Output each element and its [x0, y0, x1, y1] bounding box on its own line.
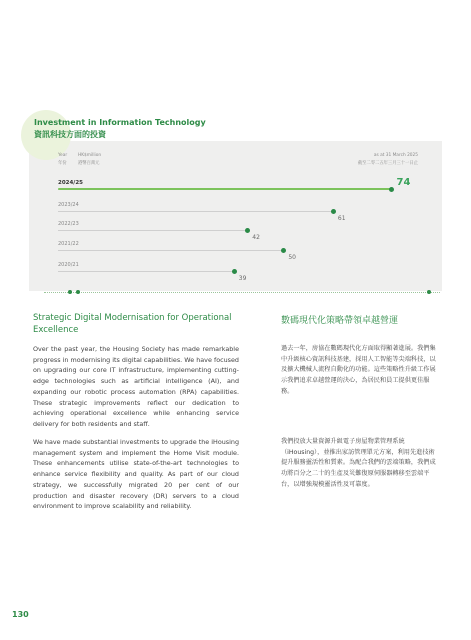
paragraph-en-1: Over the past year, the Housing Society has made remarkable progress in modernising its digital capabilities. We have focused on upgrading our core IT infrastructure, implementing cutting-edge technologies such as artificial intelligence (AI), and expanding our robotic process automation (RPA) capabilities. These strategic improvements reflect our dedication to achieving operational excellence while enhancing service delivery for both residents and staff. [33, 345, 239, 428]
paragraph-zh-2: 我們投放大量資源升級電子房屋物業管理系統（iHousing），並推出家訪管理單元方案，利用先進技術提升服務靈活性和質素。為配合我們的雲端策略，我們成功將百分之二十的生產及災難復原伺服器轉移至雲端平台，以增強規模靈活性及可靠度。 [281, 438, 436, 488]
unit-header-zh: 港幣百萬元 [78, 161, 100, 166]
section-heading-zh: 數碼現代化策略帶領卓越營運 [281, 316, 399, 326]
year-label: 2021/22 [58, 241, 79, 247]
timeline-marker [76, 290, 80, 294]
year-header-zh: 年份 [58, 161, 67, 166]
year-header-en: Year [58, 153, 68, 158]
paragraph-en-2: We have made substantial investments to upgrade the iHousing management system and implement the Home Visit module. These enhancements utilise state-of-the-art technologies to enhance service flexibility and quality. As part of our cloud strategy, we successfully migrated 20 per cent of our production and disaster recovery (DR) servers to a cloud environment to improve scalability and reliability. [33, 438, 239, 511]
unit-header-en: HK$million [78, 153, 102, 158]
bar-value-label: 42 [252, 234, 260, 241]
bar-end-marker [331, 209, 336, 214]
timeline-marker [427, 290, 431, 294]
bar-track [58, 271, 234, 272]
year-label: 2023/24 [58, 202, 79, 208]
bar-value-label: 74 [396, 177, 411, 188]
asat-date-en: as at 31 March 2025 [373, 153, 418, 158]
page-number: 130 [12, 610, 29, 619]
bar [58, 188, 391, 190]
asat-date-zh: 截至二零二五年三月三十一日止 [357, 161, 418, 166]
timeline-marker [68, 290, 72, 294]
bar-track [58, 230, 247, 231]
year-label: 2020/21 [58, 262, 79, 268]
bar-track [58, 211, 333, 212]
bar-value-label: 39 [238, 275, 247, 282]
paragraph-zh-1: 過去一年，房協在數碼現代化方面取得顯著進展。我們集中升級核心資訊科技基建，採用人工智能等尖端科技，以及擴大機械人流程自動化的功能。這些策略性升級工作展示我們追求卓越營運的決心，為居民和員工提供更佳服務。 [281, 345, 436, 395]
bar-track [58, 250, 283, 251]
bar-value-label: 50 [288, 254, 296, 261]
year-label: 2022/23 [58, 221, 79, 227]
section-heading-en: Strategic Digital Modernisation for Operational Excellence [33, 313, 232, 335]
bar-end-marker [232, 269, 237, 274]
bar-value-label: 61 [337, 215, 346, 222]
chart-title-zh: 資訊科技方面的投資 [34, 130, 106, 139]
year-label: 2024/25 [58, 180, 83, 186]
timeline-dotted-line [44, 292, 440, 293]
chart-title-en: Investment in Information Technology [34, 118, 206, 127]
